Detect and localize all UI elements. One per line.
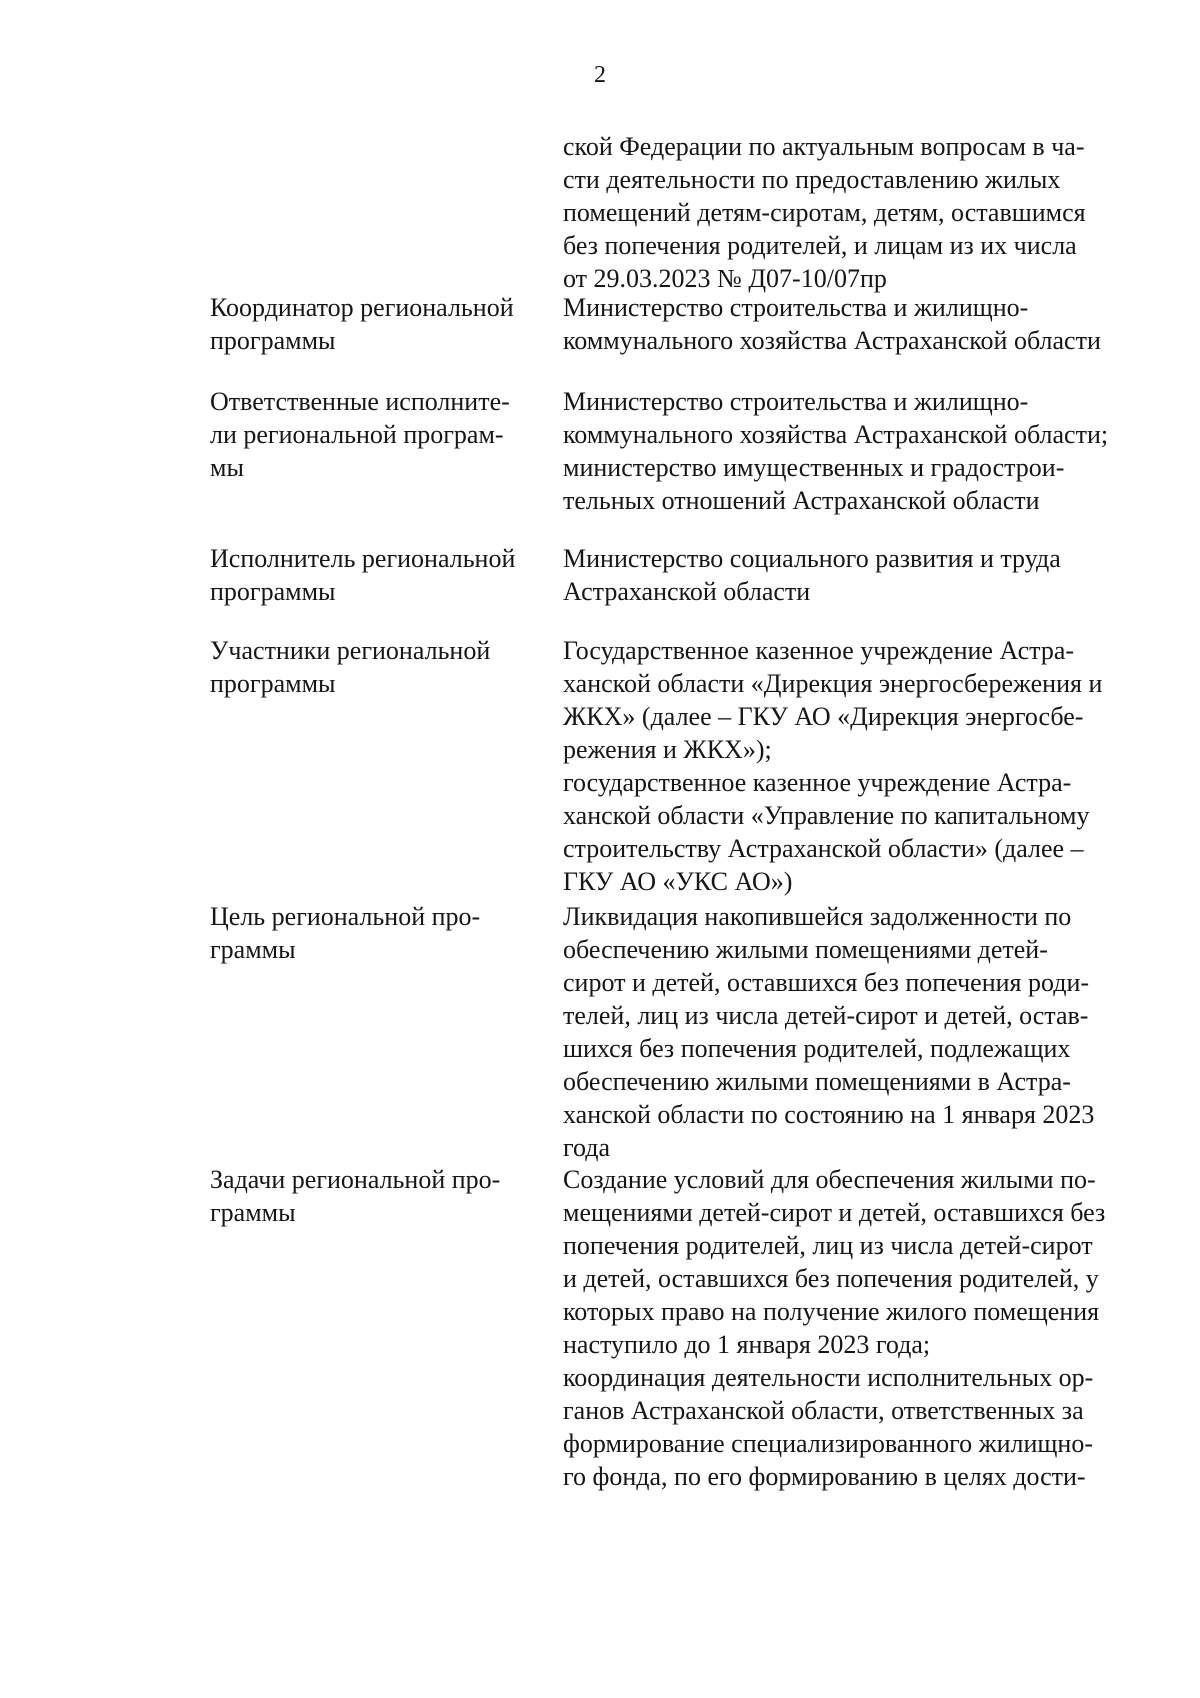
row-description: Ликвидация накопившейся задолженности по обеспечению жилыми помещениями детей- сирот и детей, оставшихся без попечения роди- телей, лиц из числа детей-сирот и детей, остав- шихся без попечения родителей, подлежащих обеспечению жилыми помещениями в Астра- ханской области по состоянию на 1 января 2023 года bbox=[563, 902, 1095, 1162]
row-description: Министерство строительства и жилищно- коммунального хозяйства Астраханской области bbox=[563, 293, 1101, 355]
row-description: Государственное казенное учреждение Астра- ханской области «Дирекция энергосбережения и ЖКХ» (далее – ГКУ АО «Дирекция энергосбе- режения и ЖКХ»); государственное казенное учреждение Астра- ханской области «Управление по капитальному строительству Астраханской области» (далее – ГКУ АО «УКС АО») bbox=[563, 636, 1103, 896]
text-line: сти деятельности по предоставлению жилых bbox=[563, 165, 1061, 194]
continuation-text bbox=[563, 130, 1153, 295]
row-term: Исполнитель региональной программы bbox=[210, 544, 516, 606]
text-line: от 29.03.2023 № Д07-10/07пр bbox=[563, 264, 887, 293]
row-description: Создание условий для обеспечения жилыми по- мещениями детей-сирот и детей, оставшихся без попечения родителей, лиц из числа детей-сирот и детей, оставшихся без попечения родителей, у которых право на получение жилого помещения наступило до 1 января 2023 года; координация деятельности исполнительных ор- ганов Астраханской области, ответственных за формирование специализированного жилищно- го фонда, по его формированию в целях дости- bbox=[563, 1165, 1106, 1491]
text-line: помещений детям-сиротам, детям, оставшимся bbox=[563, 198, 1086, 227]
row-term: Задачи региональной про- граммы bbox=[210, 1165, 501, 1227]
page-number: 2 bbox=[594, 62, 606, 88]
row-description: Министерство социального развития и труда Астраханской области bbox=[563, 544, 1061, 606]
text-line: ской Федерации по актуальным вопросам в ча- bbox=[563, 132, 1085, 161]
row-term: Участники региональной программы bbox=[210, 636, 491, 698]
row-term: Цель региональной про- граммы bbox=[210, 902, 481, 964]
text-line: без попечения родителей, и лицам из их числа bbox=[563, 231, 1077, 260]
row-description: Министерство строительства и жилищно- коммунального хозяйства Астраханской области; министерство имущественных и градострои- тельных отношений Астраханской области bbox=[563, 387, 1109, 515]
row-term: Координатор региональной программы bbox=[210, 293, 514, 355]
row-term: Ответственные исполните- ли региональной програм- мы bbox=[210, 387, 510, 482]
